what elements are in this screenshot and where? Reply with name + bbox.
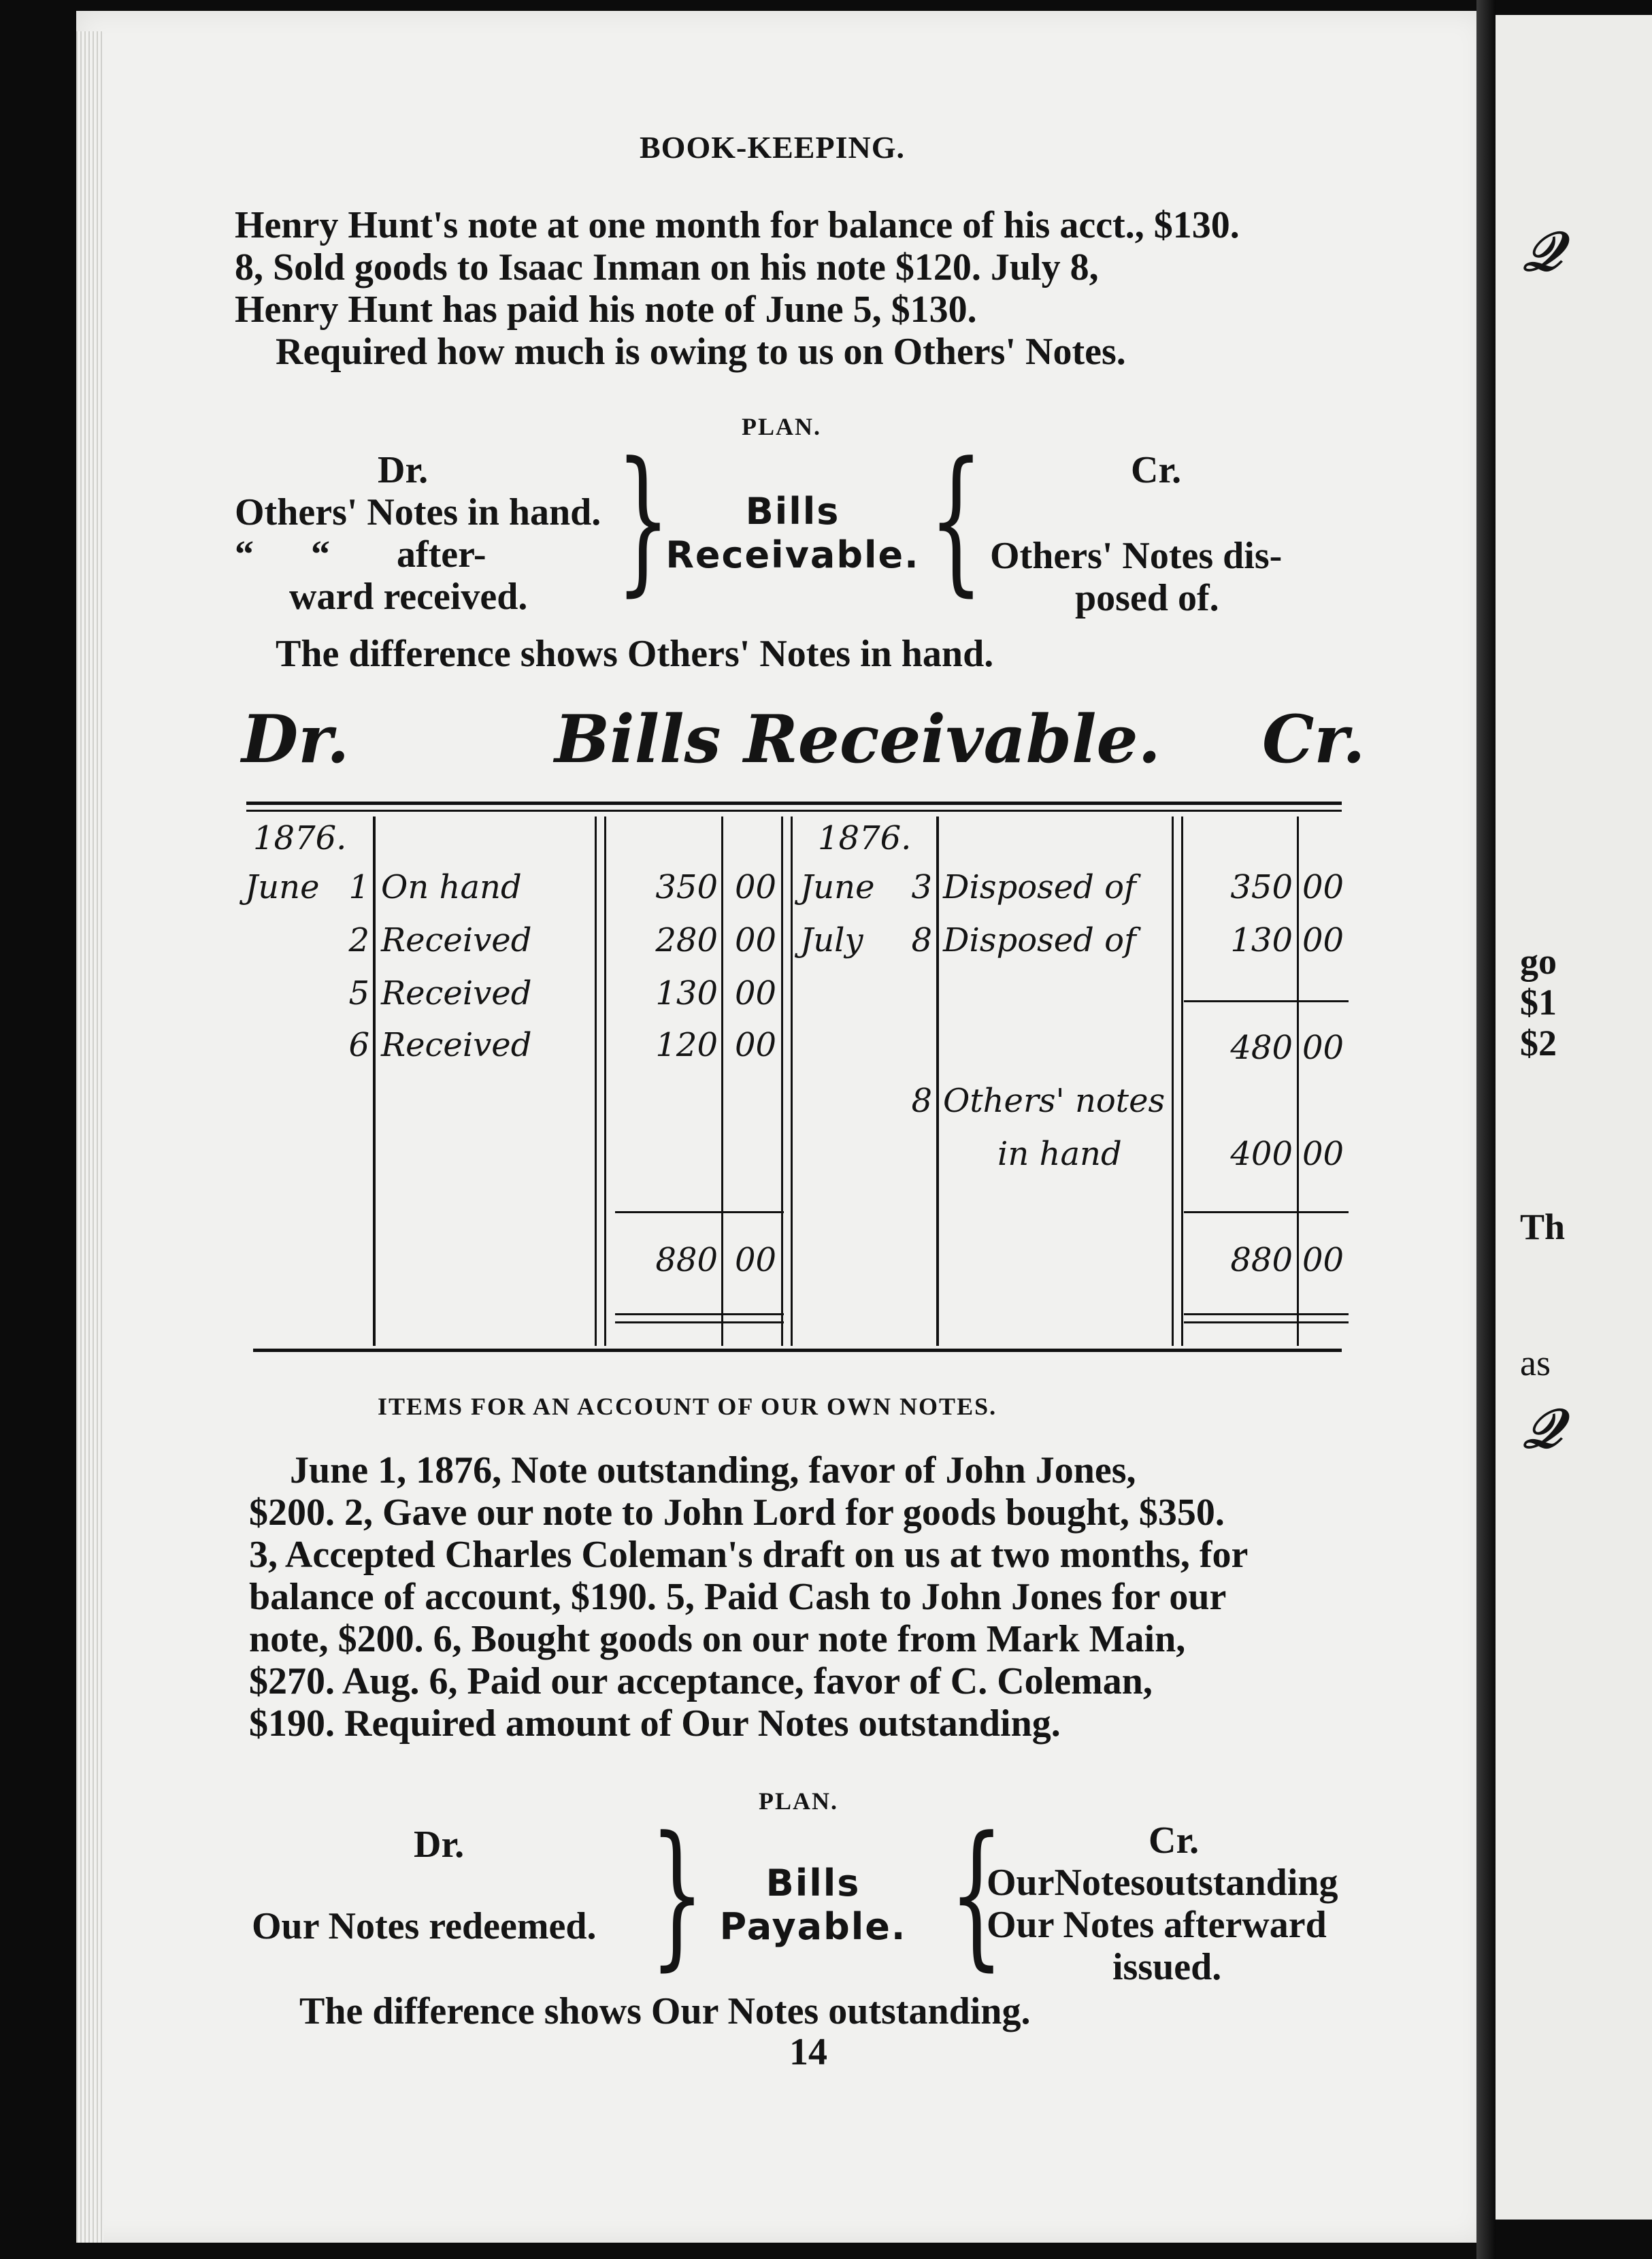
cr-balance-desc: in hand bbox=[997, 1135, 1122, 1173]
plan-center-line: Bills bbox=[745, 490, 840, 533]
cr-year: 1876. bbox=[818, 819, 912, 857]
left-brace: { bbox=[949, 1804, 1004, 1985]
dr-day: 2 bbox=[348, 921, 369, 959]
ledger-dr-label: Dr. bbox=[242, 701, 350, 778]
dr-day: 1 bbox=[348, 868, 369, 906]
right-brace: } bbox=[650, 1804, 705, 1985]
plan-cr-line: Our Notes afterward bbox=[987, 1904, 1327, 1946]
intro-line: Henry Hunt's note at one month for balance of his acct., $130. bbox=[235, 204, 1240, 246]
dr-day: 5 bbox=[348, 974, 369, 1012]
facing-page bbox=[1496, 15, 1652, 2220]
cr-month: June bbox=[800, 868, 875, 906]
intro-line: Required how much is owing to us on Others' Notes. bbox=[276, 331, 1126, 373]
intro-line: Henry Hunt has paid his note of June 5, $130. bbox=[235, 288, 977, 331]
items-line: note, $200. 6, Bought goods on our note from Mark Main, bbox=[249, 1618, 1186, 1660]
cr-subtotal-cents: 00 bbox=[1302, 1029, 1344, 1067]
cr-cents: 00 bbox=[1302, 868, 1344, 906]
cr-desc: Disposed of bbox=[943, 868, 1136, 906]
facing-page-script-fragment: 𝒬 bbox=[1523, 1396, 1562, 1460]
dr-desc: Received bbox=[381, 974, 532, 1012]
dr-day: 6 bbox=[348, 1026, 369, 1064]
items-line: $270. Aug. 6, Paid our acceptance, favor of C. Coleman, bbox=[249, 1660, 1153, 1702]
facing-page-fragment: go bbox=[1520, 941, 1557, 982]
plan-cr-label: Cr. bbox=[1131, 449, 1182, 491]
page-number: 14 bbox=[789, 2031, 827, 2073]
right-brace: } bbox=[616, 429, 671, 611]
left-brace: { bbox=[929, 429, 984, 611]
intro-paragraph bbox=[235, 204, 1351, 373]
running-head: BOOK-KEEPING. bbox=[640, 130, 905, 165]
cr-day: 8 bbox=[911, 921, 932, 959]
plan-cr-label: Cr. bbox=[1149, 1819, 1200, 1862]
dr-cents: 00 bbox=[735, 1026, 777, 1064]
items-line: June 1, 1876, Note outstanding, favor of John Jones, bbox=[290, 1449, 1136, 1491]
book-gutter bbox=[1476, 0, 1496, 2259]
plan-dr-lines bbox=[235, 491, 616, 618]
facing-page-fragment: Th bbox=[1520, 1206, 1566, 1247]
plan-center bbox=[697, 1862, 929, 1949]
cr-desc: Disposed of bbox=[943, 921, 1136, 959]
plan-cr-lines bbox=[987, 1862, 1338, 1988]
plan-dr-label: Dr. bbox=[378, 449, 429, 491]
items-line: $200. 2, Gave our note to John Lord for goods bought, $350. bbox=[249, 1491, 1225, 1534]
dr-total-dollars: 880 bbox=[655, 1241, 718, 1279]
dr-dollars: 280 bbox=[655, 921, 718, 959]
dr-cents: 00 bbox=[735, 868, 777, 906]
plan-center bbox=[663, 490, 922, 577]
cr-balance-day: 8 bbox=[911, 1082, 932, 1120]
dr-month: June bbox=[245, 868, 320, 906]
dr-desc: Received bbox=[381, 921, 532, 959]
plan-cr-line: posed of. bbox=[1075, 577, 1219, 619]
cr-cents: 00 bbox=[1302, 921, 1344, 959]
cr-subtotal-dollars: 480 bbox=[1230, 1029, 1293, 1067]
dr-year: 1876. bbox=[253, 819, 347, 857]
cr-balance-cents: 00 bbox=[1302, 1135, 1344, 1173]
dr-dollars: 120 bbox=[655, 1026, 718, 1064]
items-paragraph bbox=[249, 1449, 1358, 1745]
facing-page-fragment: $2 bbox=[1520, 1023, 1557, 1063]
items-line: 3, Accepted Charles Coleman's draft on us at two months, for bbox=[249, 1534, 1249, 1576]
dr-cents: 00 bbox=[735, 974, 777, 1012]
plan-dr-line: ward received. bbox=[289, 576, 528, 618]
dr-dollars: 350 bbox=[655, 868, 718, 906]
intro-line: 8, Sold goods to Isaac Inman on his note $120. July 8, bbox=[235, 246, 1099, 288]
items-line: balance of account, $190. 5, Paid Cash to John Jones for our bbox=[249, 1576, 1227, 1618]
plan-difference: The difference shows Our Notes outstanding. bbox=[299, 1990, 1031, 2032]
facing-page-script-fragment: 𝒬 bbox=[1523, 219, 1562, 283]
cr-month: July bbox=[800, 921, 863, 959]
dr-cents: 00 bbox=[735, 921, 777, 959]
plan-cr-line: issued. bbox=[1112, 1946, 1222, 1988]
plan-cr-line: Others' Notes dis- bbox=[990, 535, 1283, 577]
plan-cr-lines bbox=[990, 535, 1282, 619]
facing-page-fragment: $1 bbox=[1520, 982, 1557, 1023]
ledger-cr-label: Cr. bbox=[1262, 701, 1366, 778]
dr-total-cents: 00 bbox=[735, 1241, 777, 1279]
cr-total-dollars: 880 bbox=[1230, 1241, 1293, 1279]
items-line: $190. Required amount of Our Notes outstanding. bbox=[249, 1702, 1061, 1745]
cr-dollars: 130 bbox=[1230, 921, 1293, 959]
plan-dr-line: Others' Notes in hand. bbox=[235, 491, 601, 533]
plan-center-line: Receivable. bbox=[665, 533, 920, 576]
plan-dr-line: “ “ after- bbox=[235, 533, 486, 576]
dr-desc: On hand bbox=[381, 868, 522, 906]
ledger-title: Bills Receivable. bbox=[555, 701, 1161, 778]
cr-dollars: 350 bbox=[1230, 868, 1293, 906]
cr-total-cents: 00 bbox=[1302, 1241, 1344, 1279]
items-heading: ITEMS FOR AN ACCOUNT OF OUR OWN NOTES. bbox=[378, 1393, 997, 1420]
plan-center-line: Payable. bbox=[719, 1905, 907, 1948]
plan-center-line: Bills bbox=[765, 1862, 861, 1905]
dr-desc: Received bbox=[381, 1026, 532, 1064]
dr-dollars: 130 bbox=[655, 974, 718, 1012]
cr-balance-dollars: 400 bbox=[1230, 1135, 1293, 1173]
plan-dr-line: Our Notes redeemed. bbox=[252, 1905, 597, 1947]
plan-cr-line: OurNotesoutstanding bbox=[987, 1862, 1338, 1904]
plan-difference: The difference shows Others' Notes in hand. bbox=[276, 633, 994, 675]
cr-day: 3 bbox=[911, 868, 932, 906]
plan-heading: PLAN. bbox=[759, 1787, 838, 1815]
facing-page-fragment: as bbox=[1520, 1342, 1551, 1383]
page-edges bbox=[76, 31, 103, 2243]
plan-heading: PLAN. bbox=[742, 413, 821, 440]
cr-balance-desc: Others' notes bbox=[943, 1082, 1166, 1120]
plan-dr-label: Dr. bbox=[414, 1824, 465, 1866]
